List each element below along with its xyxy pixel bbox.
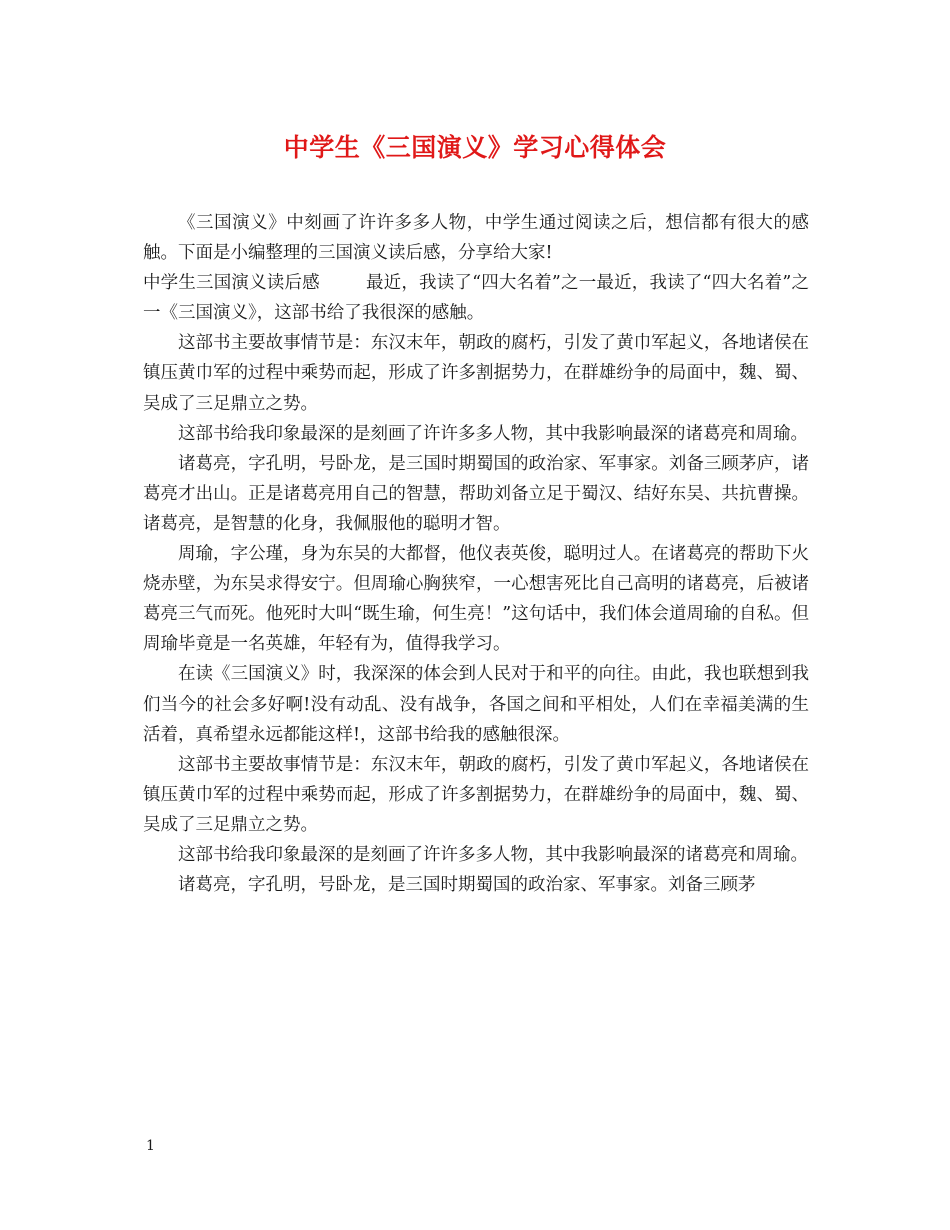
body-paragraph: 周瑜，字公瑾，身为东吴的大都督，他仪表英俊，聪明过人。在诸葛亮的帮助下火烧赤壁，为东吴求得安宁。但周瑜心胸狭窄，一心想害死比自己高明的诸葛亮，后被诸葛亮三气而死。他死时大叫“既生瑜，何生亮！”这句话中，我们体会道周瑜的自私。但周瑜毕竟是一名英雄，年轻有为，值得我学习。 bbox=[143, 544, 809, 655]
subheading-text: 最近，我读了“四大名着”之一最近，我读了“四大名着”之一《三国演义》，这部书给了我很深的感触。 bbox=[143, 273, 809, 324]
body-paragraph: 诸葛亮，字孔明，号卧龙，是三国时期蜀国的政治家、军事家。刘备三顾茅 bbox=[178, 875, 756, 896]
intro-paragraph: 《三国演义》中刻画了许许多多人物，中学生通过阅读之后，想信都有很大的感触。下面是小编整理的三国演义读后感，分享给大家! bbox=[143, 213, 809, 264]
body-paragraph: 这部书给我印象最深的是刻画了许许多多人物，其中我影响最深的诸葛亮和周瑜。 bbox=[178, 423, 808, 444]
body-paragraph: 诸葛亮，字孔明，号卧龙，是三国时期蜀国的政治家、军事家。刘备三顾茅庐，诸葛亮才出山。正是诸葛亮用自己的智慧，帮助刘备立足于蜀汉、结好东吴、共抗曹操。诸葛亮，是智慧的化身，我佩服他的聪明才智。 bbox=[143, 453, 809, 534]
document-body bbox=[143, 208, 809, 900]
body-paragraph: 这部书主要故事情节是：东汉末年，朝政的腐朽，引发了黄巾军起义，各地诸侯在镇压黄巾军的过程中乘势而起，形成了许多割据势力，在群雄纷争的局面中，魏、蜀、吴成了三足鼎立之势。 bbox=[143, 754, 809, 835]
body-paragraph: 这部书主要故事情节是：东汉末年，朝政的腐朽，引发了黄巾军起义，各地诸侯在镇压黄巾军的过程中乘势而起，形成了许多割据势力，在群雄纷争的局面中，魏、蜀、吴成了三足鼎立之势。 bbox=[143, 333, 809, 414]
document-title: 中学生《三国演义》学习心得体会 bbox=[283, 133, 667, 162]
body-paragraph: 这部书给我印象最深的是刻画了许许多多人物，其中我影响最深的诸葛亮和周瑜。 bbox=[178, 844, 808, 865]
page-number: 1 bbox=[146, 1138, 155, 1154]
subheading: 中学生三国演义读后感 bbox=[143, 273, 320, 294]
body-paragraph: 在读《三国演义》时，我深深的体会到人民对于和平的向往。由此，我也联想到我们当今的社会多好啊!没有动乱、没有战争，各国之间和平相处，人们在幸福美满的生活着，真希望永远都能这样!，这部书给我的感触很深。 bbox=[143, 664, 809, 745]
subheading-paragraph bbox=[143, 268, 809, 328]
